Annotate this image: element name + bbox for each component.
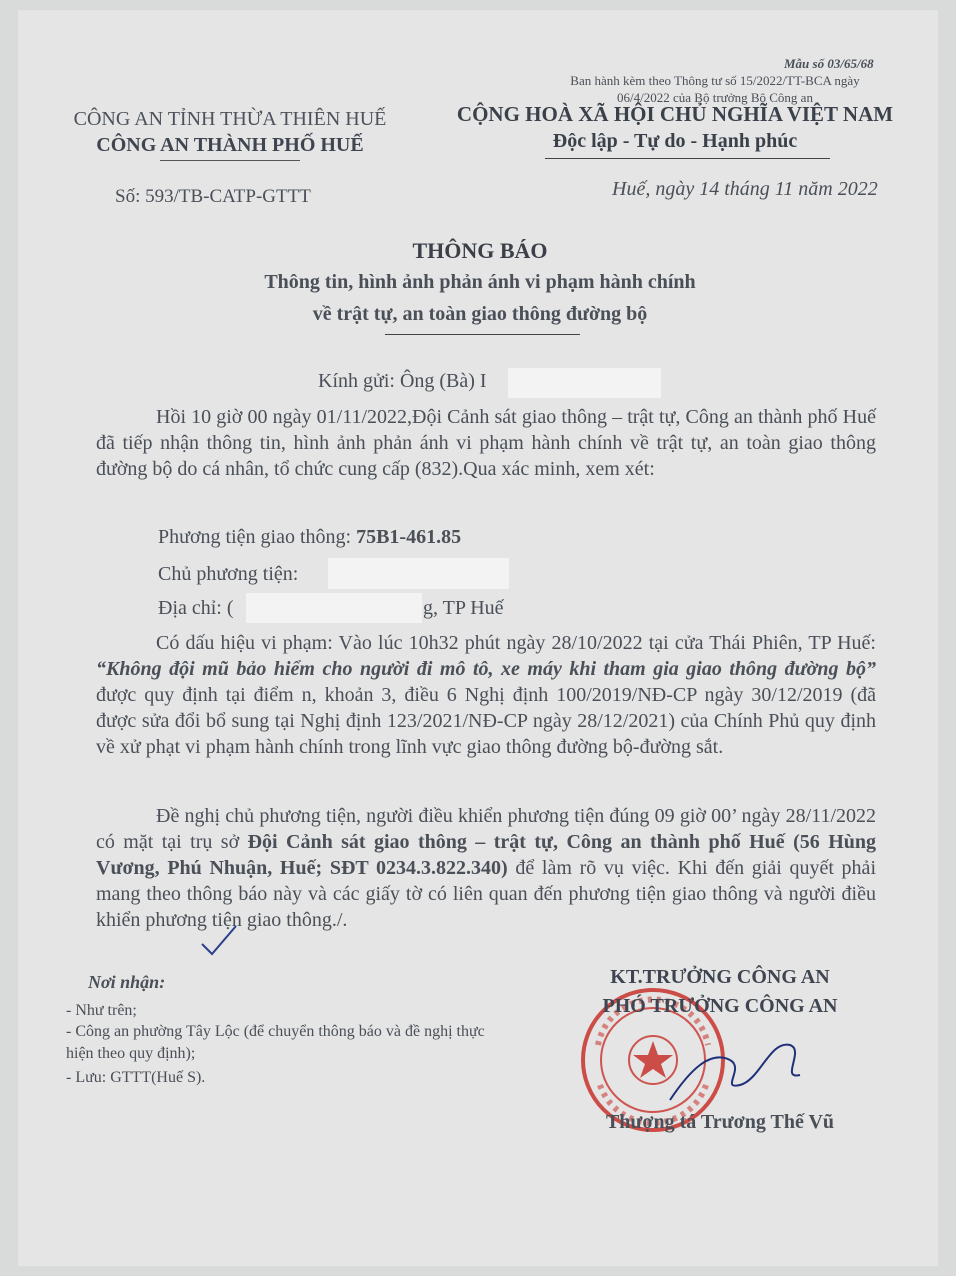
address-tail: g, TP Huế xyxy=(423,597,504,619)
signer-name: Thượng tá Trương Thế Vũ xyxy=(605,1111,835,1133)
owner-label: Chủ phương tiện: xyxy=(158,563,299,585)
paragraph-receipt: Hồi 10 giờ 00 ngày 01/11/2022,Đội Cảnh sát giao thông – trật tự, Công an thành phố Huế đã tiếp nhận thông tin, hình ảnh phản ánh vi phạm hành chính về trật tự, an toàn giao thông đường bộ do cá nhân, tổ chức cung cấp (832).Qua xác minh, xem xét: xyxy=(96,406,876,480)
document-subtitle-line1: Thông tin, hình ảnh phản ánh vi phạm hành chính xyxy=(264,271,696,293)
vehicle-label: Phương tiện giao thông: xyxy=(158,526,357,548)
recipient-item: - Lưu: GTTT(Huế S). xyxy=(66,1069,206,1086)
redacted-address xyxy=(246,593,422,623)
redacted-owner xyxy=(328,558,509,589)
org-underline xyxy=(160,160,300,161)
national-motto: Độc lập - Tự do - Hạnh phúc xyxy=(552,130,798,152)
org-parent: CÔNG AN TỈNH THỪA THIÊN HUẾ xyxy=(73,108,387,130)
document-subtitle-line2: về trật tự, an toàn giao thông đường bộ xyxy=(312,303,648,325)
greeting: Kính gửi: Ông (Bà) I xyxy=(318,370,487,392)
request-intro: Đề nghị chủ phương tiện, người điều khiển phương tiện đúng 09 giờ 00’ ngày 28/11/2022 có mặt tại trụ sở xyxy=(96,805,876,853)
handwritten-signature-icon xyxy=(650,1030,830,1110)
redacted-name xyxy=(508,368,661,398)
signature-subtitle: PHÓ TRƯỞNG CÔNG AN xyxy=(602,995,838,1017)
document-number: Số: 593/TB-CATP-GTTT xyxy=(115,186,311,207)
violation-description: “Không đội mũ bảo hiểm cho người đi mô tô, xe máy khi tham gia giao thông đường bộ” xyxy=(96,658,876,680)
document-title: THÔNG BÁO xyxy=(412,238,548,263)
checkmark-icon xyxy=(200,920,240,960)
vehicle-field xyxy=(158,526,461,549)
violation-intro: Có dấu hiệu vi phạm: Vào lúc 10h32 phút ngày 28/10/2022 tại cửa Thái Phiên, TP Huế: xyxy=(156,632,876,654)
vehicle-plate: 75B1-461.85 xyxy=(356,526,462,548)
request-outro: để làm rõ vụ việc. Khi đến giải quyết phải mang theo thông báo này và các giấy tờ có liên quan đến phương tiện giao thông và người điều khiển phương tiện giao thông./. xyxy=(96,857,876,931)
signature-title: KT.TRƯỞNG CÔNG AN xyxy=(610,966,830,988)
address-label: Địa chỉ: ( xyxy=(158,597,234,619)
subtitle-underline xyxy=(385,334,580,335)
motto-underline xyxy=(545,158,830,159)
org-name: CÔNG AN THÀNH PHỐ HUẾ xyxy=(96,134,364,156)
document-date: Huế, ngày 14 tháng 11 năm 2022 xyxy=(612,178,878,200)
violation-legal-basis: được quy định tại điểm n, khoản 3, điều 6 Nghị định 100/2019/NĐ-CP ngày 30/12/2019 (đã được sửa đổi bổ sung tại Nghị định 123/2021/NĐ-CP ngày 28/12/2021) của Chính Phủ quy định về xử phạt vi phạm hành chính trong lĩnh vực giao thông đường bộ-đường sắt. xyxy=(96,684,876,758)
recipient-item: - Công an phường Tây Lộc (để chuyển thông báo và đề nghị thực hiện theo quy định); xyxy=(66,1023,485,1062)
form-issued-note: Ban hành kèm theo Thông tư số 15/2022/TT-BCA ngày 06/4/2022 của Bộ trưởng Bộ Công an xyxy=(570,73,860,105)
request-office: Đội Cảnh sát giao thông – trật tự, Công an thành phố Huế (56 Hùng Vương, Phú Nhuận, Huế; SĐT 0234.3.822.340) xyxy=(96,831,876,879)
paragraph-violation xyxy=(96,630,876,760)
recipients-heading: Nơi nhận: xyxy=(88,972,166,992)
paragraph-request xyxy=(96,803,876,933)
recipient-item: - Như trên; xyxy=(66,1002,137,1019)
nation-heading: CỘNG HOÀ XÃ HỘI CHỦ NGHĨA VIỆT NAM xyxy=(456,102,894,126)
form-number: Mẫu số 03/65/68 xyxy=(784,56,874,71)
